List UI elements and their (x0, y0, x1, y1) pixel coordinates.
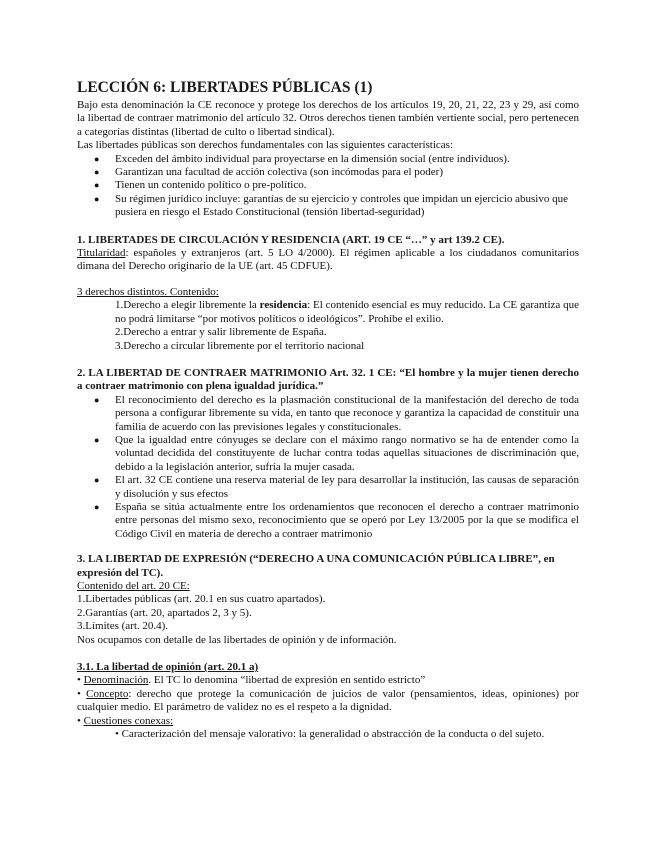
section-1-content-label: 3 derechos distintos. Contenido: (77, 285, 219, 298)
list-item: ● Que la igualdad entre cónyuges se declare con el máximo rango normativo se ha de entender como la voluntad decidida del constituyente de luchar contra todas aquellas situaciones de discriminación que, debido a la legislación anterior, sufría la mujer casada. (94, 433, 579, 473)
bullet-icon: ● (94, 394, 100, 405)
section-1-content-list (77, 299, 579, 353)
list-item: ● Su régimen jurídico incluye: garantías de su ejercicio y controles que impidan un ejercicio abusivo que pusiera en riesgo el Estado Constitucional (tensión libertad-seguridad) (94, 192, 568, 219)
bullet-icon: • (77, 674, 81, 687)
bullet-icon: ● (94, 153, 100, 164)
section-2-bullet-list (77, 394, 579, 541)
section-2-heading: 2. LA LIBERTAD DE CONTRAER MATRIMONIO Art. 32. 1 CE: “El hombre y la mujer tienen derecho a contraer matrimonio con plena igualdad jurídica.” (77, 366, 579, 393)
list-item: ● Exceden del ámbito individual para proyectarse en la dimensión social (entre individuos). (94, 152, 510, 165)
list-item: 3.Límites (art. 20.4). (77, 620, 169, 633)
list-item: ● Garantizan una facultad de acción colectiva (son incómodas para el poder) (94, 166, 444, 179)
intro-paragraph: Bajo esta denominación la CE reconoce y protege los derechos de los artículos 19, 20, 21, 22, 23 y 29, así como la libertad de contraer matrimonio del artículo 32. Otros derechos tienen también vertiente social, pero pertenecen a categorías distintas (libertad de culto o libertad sindical). (77, 99, 579, 138)
titularidad-text: : españoles y extranjeros (art. 5 LO 4/2000). El régimen aplicable a los ciudadanos comunitarios dimana del Derecho originario de la UE (art. 45 CDFUE). (77, 247, 579, 273)
bullet-icon: ● (94, 167, 100, 178)
concepto-label: Concepto (86, 687, 129, 700)
lesson-title: LECCIÓN 6: LIBERTADES PÚBLICAS (1) (77, 79, 373, 96)
document-body (77, 79, 579, 741)
cuestiones-sub-item: • Caracterización del mensaje valorativo: la generalidad o abstracción de la conducta o del sujeto. (115, 728, 545, 741)
list-item: 3.Derecho a circular libremente por el territorio nacional (115, 339, 365, 352)
bullet-icon: ● (94, 180, 100, 191)
list-item: 2.Garantías (art. 20, apartados 2, 3 y 5). (77, 606, 252, 619)
list-item: 1.Derecho a elegir libremente la residencia: El contenido esencial es muy reducido. La CE garantiza que no podrá limitarse “por motivos políticos o ideológicos”. Prohíbe el exilio. (115, 299, 579, 325)
denominacion-line (77, 674, 579, 687)
bullet-icon: ● (94, 434, 100, 445)
list-item: ● El art. 32 CE contiene una reserva material de ley para desarrollar la institución, las causas de separación y disolución y sus efectos (94, 474, 579, 500)
bullet-icon: ● (94, 475, 100, 486)
section-3-content-label: Contenido del art. 20 CE: (77, 580, 190, 592)
section-1-heading: 1. LIBERTADES DE CIRCULACIÓN Y RESIDENCIA (ART. 19 CE “…” y art 139.2 CE). (77, 233, 505, 246)
cuestiones-label: Cuestiones conexas: (83, 714, 174, 727)
denominacion-label: Denominación (83, 674, 149, 687)
titularidad-label: Titularidad (77, 247, 126, 260)
bullet-icon: • (77, 687, 81, 700)
concepto-text: : derecho que protege la comunicación de juicios de valor (pensamientos, ideas, opiniones) por cualquier medio. El parámetro de validez no es el respeto a la dignidad. (77, 687, 579, 714)
residencia-term: residencia (259, 299, 308, 312)
section-3-closing: Nos ocupamos con detalle de las libertades de opinión y de información. (77, 633, 397, 646)
concepto-line (77, 688, 579, 715)
list-item: 2.Derecho a entrar y salir libremente de España. (115, 326, 327, 339)
intro-characteristics: Las libertades públicas son derechos fundamentales con las siguientes características: (77, 139, 454, 152)
list-item: 1.Libertades públicas (art. 20.1 en sus cuatro apartados). (77, 593, 326, 606)
list-item: ● Tienen un contenido político o pre-político. (94, 179, 307, 192)
section-3-1-heading: 3.1. La libertad de opinión (art. 20.1 a) (77, 661, 259, 674)
list-item: ● El reconocimiento del derecho es la plasmación constitucional de la manifestación del derecho de toda persona a configurar libremente su vida, en tanto que reconoce y garantiza la capacidad de constituir una familia de acuerdo con las previsiones legales y constitucionales. (94, 393, 579, 433)
cuestiones-line (77, 715, 579, 728)
section-3-heading: 3. LA LIBERTAD DE EXPRESIÓN (“DERECHO A UNA COMUNICACIÓN PÚBLICA LIBRE”, en expresión del TC). (77, 553, 555, 579)
denominacion-text: . El TC lo denomina “libertad de expresión en sentido estricto” (148, 674, 426, 687)
list-item: ● España se sitúa actualmente entre los ordenamientos que reconocen el derecho a contraer matrimonio entre personas del mismo sexo, reconocimiento que se operó por Ley 13/2005 por la que se modifica el Código Civil en materia de derecho a contraer matrimonio (94, 500, 579, 540)
titularidad-paragraph (77, 247, 579, 274)
bullet-icon: • (77, 714, 81, 727)
bullet-icon: ● (94, 501, 100, 512)
intro-bullet-list (77, 153, 579, 220)
bullet-icon: ● (94, 193, 100, 204)
